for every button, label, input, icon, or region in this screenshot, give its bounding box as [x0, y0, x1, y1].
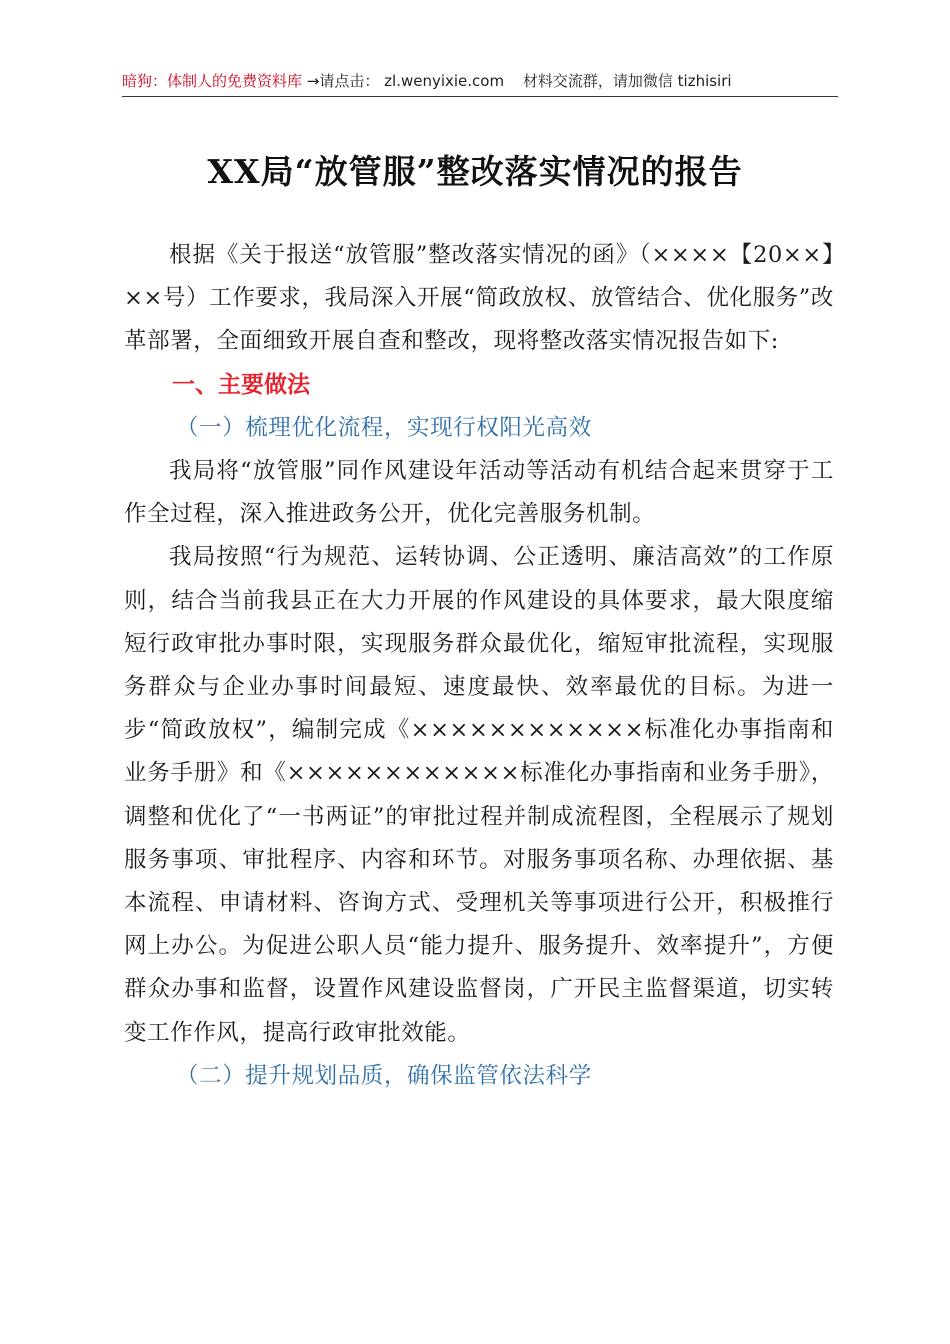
link-prefix: →请点击： — [306, 72, 380, 90]
subsection-heading-1: （一）梳理优化流程，实现行权阳光高效 — [176, 414, 592, 441]
website-link[interactable]: zl.wenyixie.com — [384, 72, 505, 90]
page-header — [122, 66, 838, 97]
source-label: 暗狗：体制人的免费资料库 — [122, 72, 303, 90]
body-paragraph-1: 我局将“放管服”同作风建设年活动等活动有机结合起来贯穿于工作全过程，深入推进政务公开，优化完善服务机制。 — [124, 458, 834, 528]
document-body — [124, 234, 834, 1098]
body-paragraph-2: 我局按照“行为规范、运转协调、公正透明、廉洁高效”的工作原则，结合当前我县正在大力开展的作风建设的具体要求，最大限度缩短行政审批办事时限，实现服务群众最优化，缩短审批流程，实现服务群众与企业办事时间最短、速度最快、效率最优的目标。为进一步“简政放权”，编制完成《××××××××××××标准化办事指南和业务手册》和《××××××××××××标准化办事指南和业务手册》，调整和优化了“一书两证”的审批过程并制成流程图，全程展示了规划服务事项、审批程序、内容和环节。对服务事项名称、办理依据、基本流程、申请材料、咨询方式、受理机关等事项进行公开，积极推行网上办公。为促进公职人员“能力提升、服务提升、效率提升”，方便群众办事和监督，设置作风建设监督岗，广开民主监督渠道，切实转变工作作风，提高行政审批效能。 — [124, 544, 834, 1046]
subsection-heading-2: （二）提升规划品质，确保监管依法科学 — [176, 1062, 592, 1089]
intro-paragraph: 根据《关于报送“放管服”整改落实情况的函》（××××【20××】××号）工作要求，我局深入开展“简政放权、放管结合、优化服务”改革部署，全面细致开展自查和整改，现将整改落实情况报告如下: — [124, 242, 834, 355]
document-title: XX局“放管服”整改落实情况的报告 — [207, 152, 743, 191]
wechat-group-note: 材料交流群，请加微信 tizhisiri — [522, 72, 732, 90]
section-heading-1: 一、主要做法 — [172, 371, 310, 398]
